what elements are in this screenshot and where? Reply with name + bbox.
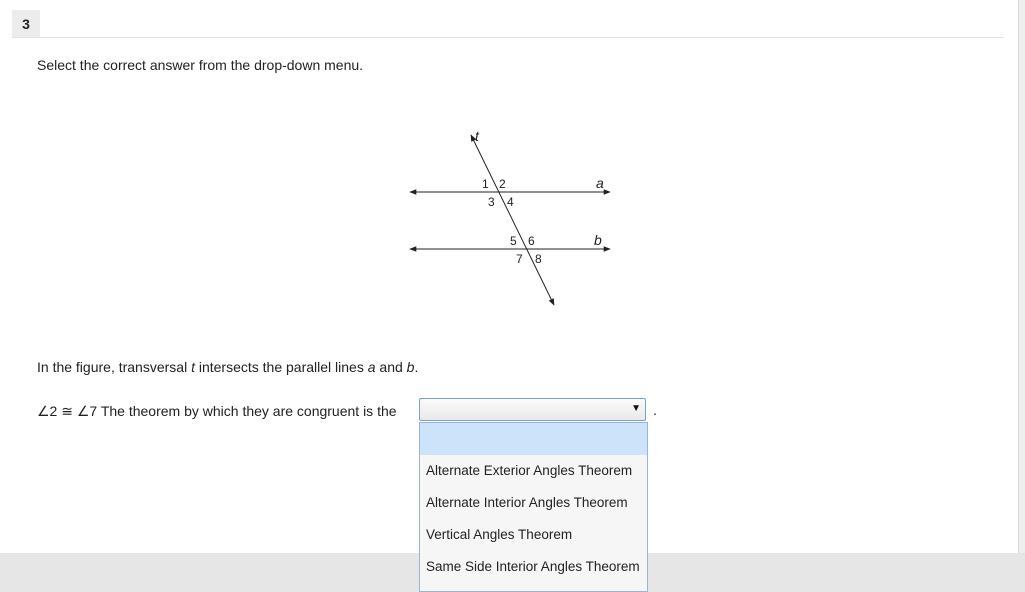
transversal-figure [405,125,620,315]
description-middle: intersects the parallel lines [194,359,368,375]
instruction-text: Select the correct answer from the drop-down menu. [37,57,364,73]
angle-6: 6 [528,234,535,248]
label-t: t [475,128,479,144]
label-a: a [596,175,604,191]
description-line-b: b [406,359,415,375]
transversal-line [471,135,554,305]
prompt-statement: ∠2 ≅ ∠7 The theorem by which they are congruent is the [37,403,397,419]
question-number: 3 [12,10,40,37]
dropdown-option-alternate-interior[interactable]: Alternate Interior Angles Theorem [426,495,628,510]
angle-2: 2 [499,177,506,191]
dropdown-option-same-side-interior[interactable]: Same Side Interior Angles Theorem [426,559,640,574]
dropdown-arrow-icon[interactable]: ▼ [631,403,641,414]
dropdown-option-blank[interactable] [420,423,647,455]
angle-1: 1 [482,177,489,191]
description-line-a: a [367,359,376,375]
description-and: and [375,359,407,375]
angle-4: 4 [507,195,514,209]
description-transversal: t [191,359,195,375]
description-prefix: In the figure, transversal [37,359,192,375]
dropdown-option-alternate-exterior[interactable]: Alternate Exterior Angles Theorem [426,463,633,478]
angle-8: 8 [535,252,542,266]
figure-description [37,358,418,376]
angle-7: 7 [516,252,523,266]
description-suffix: . [414,359,419,375]
label-b: b [594,232,602,248]
angle-5: 5 [510,234,517,248]
dropdown-option-vertical[interactable]: Vertical Angles Theorem [426,527,573,542]
angle-3: 3 [488,195,495,209]
dropdown-list [419,422,648,592]
prompt-period: . [653,402,657,418]
page-edge [1019,0,1025,553]
header-divider [12,37,1004,38]
theorem-select[interactable] [419,398,646,421]
